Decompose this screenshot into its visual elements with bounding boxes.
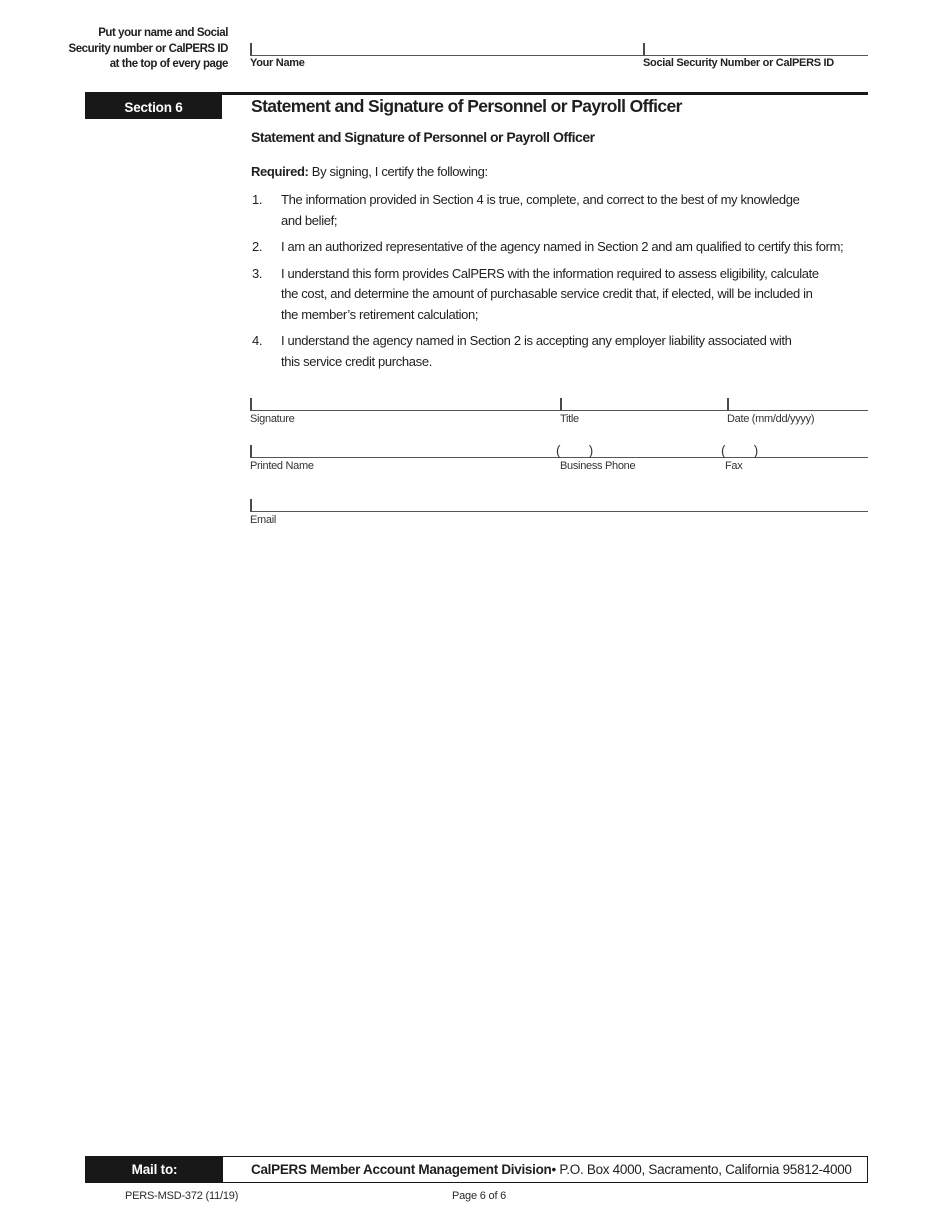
fax-label: Fax (725, 460, 743, 472)
field-start-tick (643, 43, 645, 55)
top-instruction-line: Put your name and Social (98, 27, 228, 39)
ssn-label: Social Security Number or CalPERS ID (643, 57, 834, 69)
date-label: Date (mm/dd/yyyy) (727, 413, 815, 425)
item-text (281, 190, 872, 231)
item-text-line: I am an authorized representative of the agency named in Section 2 and am qualified to certify this form; (281, 239, 844, 254)
certification-list (252, 190, 872, 372)
form-number: PERS-MSD-372 (11/19) (125, 1190, 239, 1202)
top-instruction-line: Security number or CalPERS ID (68, 42, 228, 55)
top-instruction-note (0, 26, 228, 73)
item-text (281, 237, 872, 258)
item-text-line: The information provided in Section 4 is true, complete, and correct to the best of my knowledge (281, 192, 800, 207)
item-text-line: I understand this form provides CalPERS with the information required to assess eligibility, calculate (281, 265, 819, 281)
page-indicator: Page 6 of 6 (452, 1190, 507, 1202)
header-field-line[interactable] (250, 43, 868, 56)
item-number: 1. (252, 192, 263, 207)
printed-name-label: Printed Name (250, 460, 314, 472)
field-start-tick (250, 398, 252, 410)
item-number: 4. (252, 333, 263, 348)
signature-row-line[interactable] (250, 398, 868, 411)
business-phone-label: Business Phone (560, 460, 636, 472)
required-text: By signing, I certify the following: (308, 164, 488, 179)
your-name-label: Your Name (250, 57, 305, 69)
required-statement (251, 164, 488, 179)
signature-label: Signature (250, 413, 295, 425)
field-start-tick (250, 445, 252, 457)
fax-area-code-parens[interactable]: ( ) (721, 443, 758, 458)
business-phone-area-code-parens[interactable]: ( ) (556, 443, 593, 458)
item-text (281, 264, 872, 326)
item-text-line: I understand the agency named in Section 2 is accepting any employer liability associated with (281, 333, 792, 348)
mailing-address: • P.O. Box 4000, Sacramento, California 95812-4000 (551, 1162, 852, 1177)
field-start-tick (560, 398, 562, 410)
field-start-tick (250, 43, 252, 55)
mail-to-box (85, 1156, 868, 1183)
item-text-line: the cost, and determine the amount of purchasable service credit that, if elected, will be included in (281, 286, 813, 301)
certification-item-1 (252, 190, 872, 231)
section-subheading: Statement and Signature of Personnel or Payroll Officer (251, 129, 595, 145)
email-row-line[interactable] (250, 499, 868, 512)
field-start-tick (727, 398, 729, 410)
certification-item-4 (252, 331, 872, 372)
item-number: 2. (252, 239, 263, 254)
item-text-line: and belief; (281, 212, 338, 228)
mail-to-address (223, 1157, 867, 1182)
section-6-badge: Section 6 (85, 95, 222, 119)
item-number: 3. (252, 265, 263, 281)
required-label: Required: (251, 164, 309, 179)
field-start-tick (250, 499, 252, 511)
section-title: Statement and Signature of Personnel or Payroll Officer (251, 96, 682, 116)
item-text-line: the member’s retirement calculation; (281, 306, 479, 322)
email-label: Email (250, 514, 277, 526)
item-text (281, 331, 872, 372)
item-text-line: this service credit purchase. (281, 353, 432, 369)
top-instruction-line: at the top of every page (109, 58, 228, 70)
division-name: CalPERS Member Account Management Division (251, 1162, 552, 1177)
title-label: Title (560, 413, 579, 425)
mail-to-badge: Mail to: (86, 1157, 223, 1182)
certification-item-2 (252, 237, 872, 258)
certification-item-3 (252, 264, 872, 326)
